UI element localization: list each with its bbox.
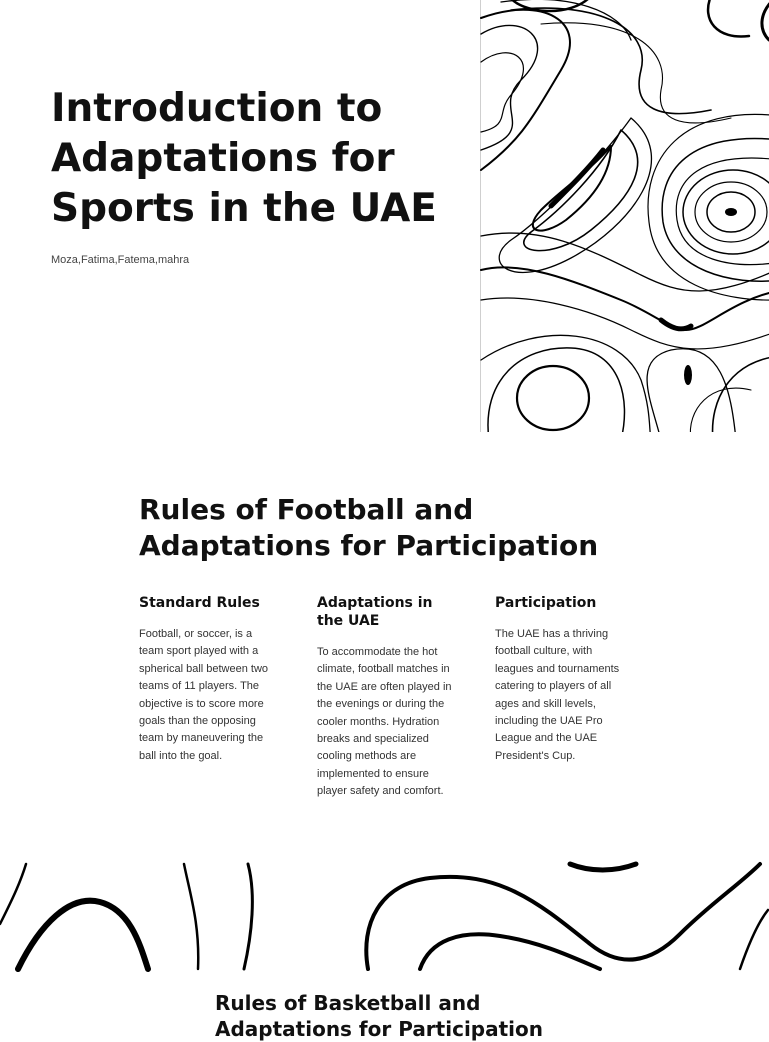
column-body: The UAE has a thriving football culture, with leagues and tournaments catering to players of all ages and skill levels, including the UAE Pro League and the UAE President's Cup. xyxy=(495,628,620,762)
slide-title: Rules of Basketball and Adaptations for Participation xyxy=(215,991,544,1041)
topographic-contour-art-icon xyxy=(480,0,768,432)
slide-title: Introduction to Adaptations for Sports in the UAE xyxy=(51,86,437,231)
football-rules-slide xyxy=(0,432,768,864)
adaptations-column xyxy=(317,594,453,801)
slide-title: Rules of Football and Adaptations for Participation xyxy=(139,493,599,562)
title-slide xyxy=(0,0,768,432)
slide-authors: Moza,Fatima,Fatema,mahra xyxy=(51,254,190,266)
column-heading: Adaptations in the UAE xyxy=(317,595,433,629)
column-heading: Standard Rules xyxy=(139,595,260,611)
topographic-contour-banner-icon xyxy=(0,864,768,967)
standard-rules-column xyxy=(139,594,275,765)
column-body: To accommodate the hot climate, football matches in the UAE are often played in the evenings or during the cooler months. Hydration breaks and specialized cooling methods are implemented to ensure player safety and comfort. xyxy=(317,646,452,798)
column-heading: Participation xyxy=(495,595,597,611)
participation-column xyxy=(495,594,631,765)
column-body: Football, or soccer, is a team sport played with a spherical ball between two teams of 11 players. The objective is to score more goals than the opposing team by maneuvering the ball into the goal. xyxy=(139,628,269,762)
